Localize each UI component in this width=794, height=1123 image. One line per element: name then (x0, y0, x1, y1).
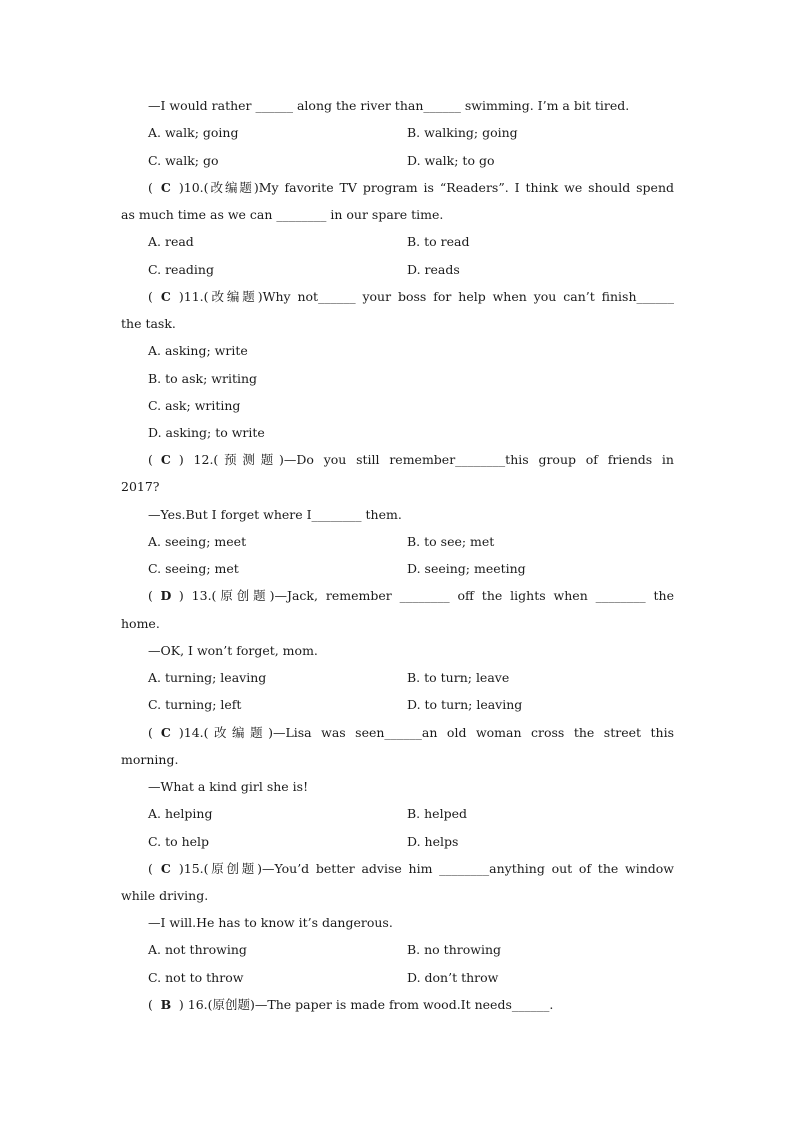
options-row (0, 232, 794, 252)
continuation-line: 2017? (121, 479, 160, 494)
answer-letter: C (160, 861, 171, 876)
text-line: —What a kind girl she is! (148, 779, 309, 794)
option-left: A. walk; going (148, 125, 239, 140)
options-row (0, 968, 794, 988)
text-line: —OK, I won’t forget, mom. (148, 643, 318, 658)
question-text: )15.(原创题)—You’d better advise him ________anything out of the window (178, 861, 674, 876)
question-text: ) 16.(原创题)—The paper is made from wood.It needs______. (178, 997, 554, 1012)
answer-bracket: ( (148, 452, 153, 467)
option-right: D. helps (407, 834, 459, 849)
answer-letter: C (160, 289, 171, 304)
option-right: B. to turn; leave (407, 670, 510, 685)
options-row (0, 668, 794, 688)
text-line: —I would rather ______ along the river than______ swimming. I’m a bit tired. (148, 98, 630, 113)
question-line (148, 450, 674, 470)
options-row (0, 695, 794, 715)
options-row (0, 260, 794, 280)
continuation-line: home. (121, 616, 160, 631)
question-text: )14.(改编题)—Lisa was seen______an old woman cross the street this (178, 725, 674, 740)
question-line (148, 586, 674, 606)
option-right: B. helped (407, 806, 467, 821)
options-row (0, 532, 794, 552)
text-line: —Yes.But I forget where I________ them. (148, 507, 402, 522)
question-line (148, 859, 674, 879)
option-right: B. to see; met (407, 534, 495, 549)
option-left: A. read (148, 234, 194, 249)
option-right: D. don’t throw (407, 970, 499, 985)
continuation-line: morning. (121, 752, 179, 767)
text-line: C. ask; writing (148, 398, 241, 413)
options-row (0, 804, 794, 824)
question-text: )10.(改编题)My favorite TV program is “Readers”. I think we should spend (178, 180, 674, 195)
text-line: B. to ask; writing (148, 371, 258, 386)
option-left: C. reading (148, 262, 214, 277)
option-left: C. turning; left (148, 697, 242, 712)
option-left: A. seeing; meet (148, 534, 247, 549)
options-row (0, 832, 794, 852)
answer-letter: C (160, 180, 171, 195)
question-text: ) 13.(原创题)—Jack, remember ________ off the lights when ________ the (178, 588, 674, 603)
answer-letter: C (160, 452, 171, 467)
answer-bracket: ( (148, 997, 153, 1012)
continuation-line: while driving. (121, 888, 209, 903)
continuation-line: the task. (121, 316, 176, 331)
option-right: D. reads (407, 262, 460, 277)
question-line (148, 178, 674, 198)
text-line: —I will.He has to know it’s dangerous. (148, 915, 393, 930)
question-line (148, 723, 674, 743)
option-left: C. not to throw (148, 970, 244, 985)
option-right: D. walk; to go (407, 153, 495, 168)
answer-bracket: ( (148, 289, 153, 304)
option-right: B. walking; going (407, 125, 518, 140)
option-left: A. turning; leaving (148, 670, 267, 685)
question-line (148, 287, 674, 307)
answer-letter: B (160, 997, 172, 1012)
option-right: D. to turn; leaving (407, 697, 523, 712)
options-row (0, 559, 794, 579)
question-text: )11.(改编题)Why not______ your boss for help when you can’t finish______ (178, 289, 674, 304)
answer-bracket: ( (148, 180, 153, 195)
option-left: C. walk; go (148, 153, 219, 168)
text-line: D. asking; to write (148, 425, 265, 440)
option-left: C. to help (148, 834, 210, 849)
option-right: B. no throwing (407, 942, 502, 957)
options-row (0, 151, 794, 171)
option-left: A. helping (148, 806, 213, 821)
continuation-line: as much time as we can ________ in our spare time. (121, 207, 444, 222)
option-left: C. seeing; met (148, 561, 239, 576)
answer-bracket: ( (148, 725, 153, 740)
text-line: A. asking; write (148, 343, 248, 358)
options-row (0, 940, 794, 960)
option-right: D. seeing; meeting (407, 561, 526, 576)
options-row (0, 123, 794, 143)
question-text: ) 12.(预测题)—Do you still remember________this group of friends in (178, 452, 674, 467)
question-line (148, 995, 553, 1015)
option-left: A. not throwing (148, 942, 247, 957)
answer-bracket: ( (148, 588, 153, 603)
answer-letter: D (160, 588, 172, 603)
answer-bracket: ( (148, 861, 153, 876)
answer-letter: C (160, 725, 171, 740)
option-right: B. to read (407, 234, 470, 249)
